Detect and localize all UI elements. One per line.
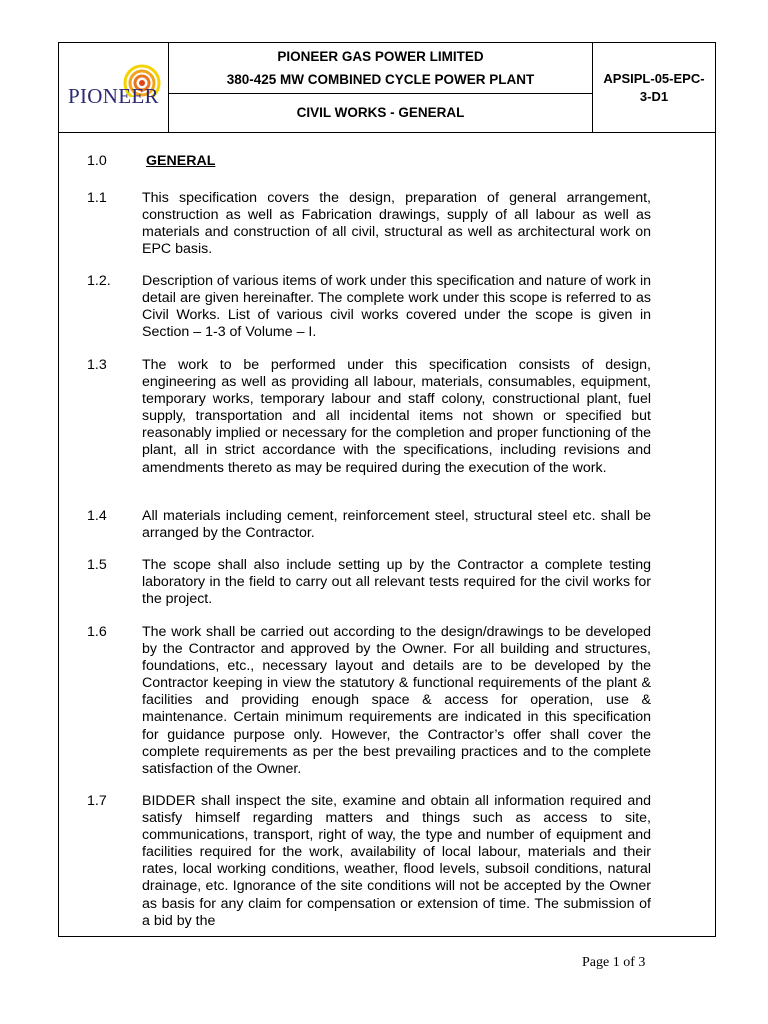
paragraph-text: Description of various items of work under this specification and nature of work in detail are given hereinafter. The complete work under this scope is referred to as Civil Works. List of various civil works covered under the scope is given in Section – 1-3 of Volume – I. [142, 273, 651, 341]
header-table [59, 43, 715, 133]
paragraph-text: All materials including cement, reinforcement steel, structural steel etc. shall be arranged by the Contractor. [142, 508, 651, 542]
company-name: PIONEER GAS POWER LIMITED [277, 49, 484, 64]
logo-cell [59, 43, 169, 132]
heading-number: 1.0 [87, 153, 107, 169]
doc-code-line1: APSIPL-05-EPC- [603, 71, 705, 86]
para-number: 1.1 [87, 190, 107, 206]
doc-code-cell [593, 43, 715, 132]
paragraph-text: BIDDER shall inspect the site, examine and obtain all information required and satisfy himself regarding matters and things such as access to site, communications, transport, right of way, the type and number of equipment and facilities required for the work, availability of local labour, materials and their rates, local working conditions, weather, flood levels, subsoil conditions, natural drainage, etc. Ignorance of the site conditions will not be accepted by the Owner as basis for any claim for compensation or extension of time. The submission of a bid by the [142, 793, 651, 929]
project-name: 380-425 MW COMBINED CYCLE POWER PLANT [226, 72, 535, 87]
section-title: CIVIL WORKS - GENERAL [296, 105, 465, 120]
doc-code-line2: 3-D1 [639, 89, 669, 104]
paragraph-text: The work shall be carried out according to the design/drawings to be developed by the Contractor and approved by the Owner. For all building and structures, foundations, etc., necessary layout and details are to be developed by the Contractor keeping in view the statutory & functional requirements of the plant & facilities and providing enough space & access for operation, use & maintenance. Certain minimum requirements are indicated in this specification for guidance purpose only. However, the Contractor’s offer shall cover the complete requirements as per the best prevailing practices and to the complete satisfaction of the Owner. [142, 624, 651, 777]
paragraph-text: This specification covers the design, preparation of general arrangement, construction as well as Fabrication drawings, supply of all labour as well as materials and construction of all civil, structural as well as architectural work on EPC basis. [142, 190, 651, 258]
page-number: Page 1 of 3 [582, 955, 646, 970]
heading-title: GENERAL [146, 153, 216, 169]
para-number: 1.5 [87, 557, 107, 573]
para-number: 1.2. [87, 273, 111, 289]
company-logo: PIONEER [68, 84, 159, 108]
para-number: 1.7 [87, 793, 107, 809]
para-number: 1.4 [87, 508, 107, 524]
title-cell [169, 43, 593, 132]
title-divider [169, 93, 592, 94]
para-number: 1.6 [87, 624, 107, 640]
paragraph-text: The scope shall also include setting up by the Contractor a complete testing laboratory in the field to carry out all relevant tests required for the civil works for the project. [142, 557, 651, 608]
para-number: 1.3 [87, 357, 107, 373]
paragraph-text: The work to be performed under this specification consists of design, engineering as well as providing all labour, materials, consumables, equipment, temporary works, temporary labour and staff colony, constructional plant, fuel supply, transportation and all incidental items not shown or specified but reasonably implied or necessary for the completion and proper functioning of the plant, all in strict accordance with the specifications, including revisions and amendments thereto as may be required during the execution of the work. [142, 357, 651, 476]
